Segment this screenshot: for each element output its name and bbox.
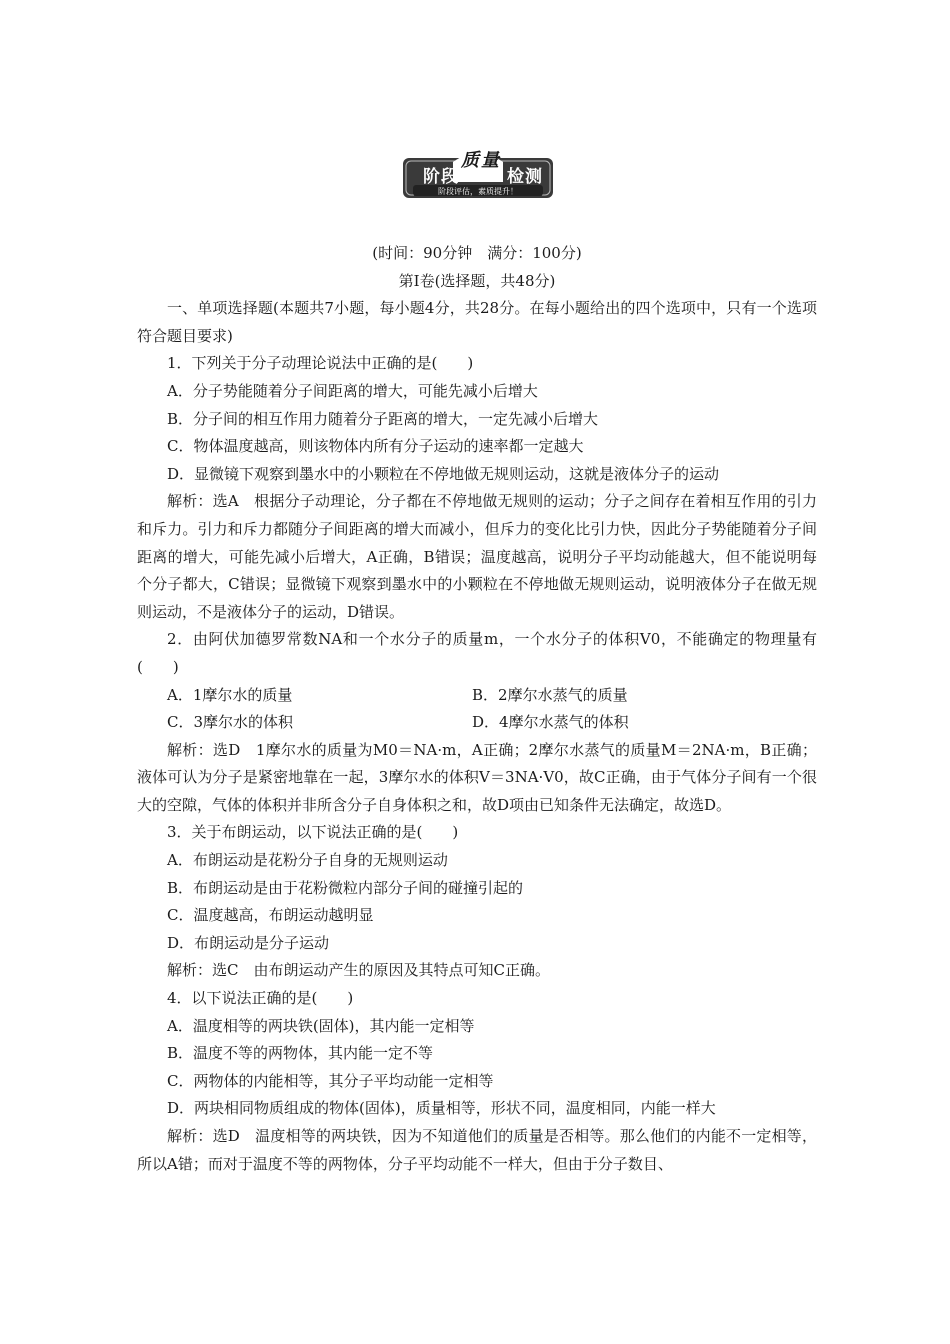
banner-left-text: 阶段 [423,167,459,187]
q3-option-a: A．布朗运动是花粉分子自身的无规则运动 [167,851,448,870]
q2-option-c: C．3摩尔水的体积 [167,713,294,732]
q2-option-b: B．2摩尔水蒸气的质量 [472,685,628,704]
stage-quality-test-banner [403,152,553,202]
exam-content [137,240,817,1178]
volume-title: 第Ⅰ卷(选择题，共48分) [398,271,556,290]
q4-stem: 4．以下说法正确的是( ) [167,989,354,1008]
section-intro: 一、单项选择题(本题共7小题，每小题4分，共28分。在每小题给出的四个选项中，只有一个选项符合题目要求) [137,299,817,345]
banner-subtitle: 阶段评估，素质提升！ [438,187,518,196]
q1-option-b: B．分子间的相互作用力随着分子距离的增大，一定先减小后增大 [167,409,599,428]
q3-option-b: B．布朗运动是由于花粉微粒内部分子间的碰撞引起的 [167,878,524,897]
q2-option-d: D．4摩尔水蒸气的体积 [472,713,629,732]
q4-option-b: B．温度不等的两物体，其内能一定不等 [167,1044,434,1063]
q1-option-c: C．物体温度越高，则该物体内所有分子运动的速率都一定越大 [167,437,584,456]
q4-option-c: C．两物体的内能相等，其分子平均动能一定相等 [167,1071,494,1090]
q3-option-d: D．布朗运动是分子运动 [167,933,330,952]
banner-right-text: 检测 [507,167,543,187]
q4-option-a: A．温度相等的两块铁(固体)，其内能一定相等 [167,1016,475,1035]
q4-analysis: 解析：选D 温度相等的两块铁，因为不知道他们的质量是否相等。那么他们的内能不一定相等，所以A错；而对于温度不等的两物体，分子平均动能不一样大，但由于分子数目、 [137,1127,817,1173]
q3-option-c: C．温度越高，布朗运动越明显 [167,906,374,925]
q2-options-row-1 [137,682,817,710]
banner-mid-text: 质量 [461,150,501,171]
q4-option-d: D．两块相同物质组成的物体(固体)，质量相等，形状不同，温度相同，内能一样大 [167,1099,716,1118]
q2-analysis: 解析：选D 1摩尔水的质量为M0＝NA·m，A正确；2摩尔水蒸气的质量M＝2NA·m，B正确；液体可认为分子是紧密地靠在一起，3摩尔水的体积V＝3NA·V0，故C正确，由于气体分子间有一个很大的空隙，气体的体积并非所含分子自身体积之和，故D项由已知条件无法确定，故选D。 [137,740,817,814]
q1-option-a: A．分子势能随着分子间距离的增大，可能先减小后增大 [167,381,538,400]
q2-stem: 2．由阿伏加德罗常数NA和一个水分子的质量m，一个水分子的体积V0，不能确定的物理量有( ) [137,630,817,676]
q3-stem: 3．关于布朗运动，以下说法正确的是( ) [167,823,459,842]
q1-option-d: D．显微镜下观察到墨水中的小颗粒在不停地做无规则运动，这就是液体分子的运动 [167,464,720,483]
q1-stem: 1．下列关于分子动理论说法中正确的是( ) [167,354,474,373]
q3-analysis: 解析：选C 由布朗运动产生的原因及其特点可知C正确。 [167,961,550,980]
time-info: (时间：90分钟 满分：100分) [372,244,582,262]
q1-analysis: 解析：选A 根据分子动理论，分子都在不停地做无规则的运动；分子之间存在着相互作用的引力和斥力。引力和斥力都随分子间距离的增大而减小，但斥力的变化比引力快，因此分子势能随着分子间距离的增大，可能先减小后增大，A正确，B错误；温度越高，说明分子平均动能越大，但不能说明每个分子都大，C错误；显微镜下观察到墨水中的小颗粒在不停地做无规则运动，说明液体分子在做无规则运动，不是液体分子的运动，D错误。 [137,492,817,621]
q2-option-a: A．1摩尔水的质量 [167,685,293,704]
q2-options-row-2 [137,709,817,737]
